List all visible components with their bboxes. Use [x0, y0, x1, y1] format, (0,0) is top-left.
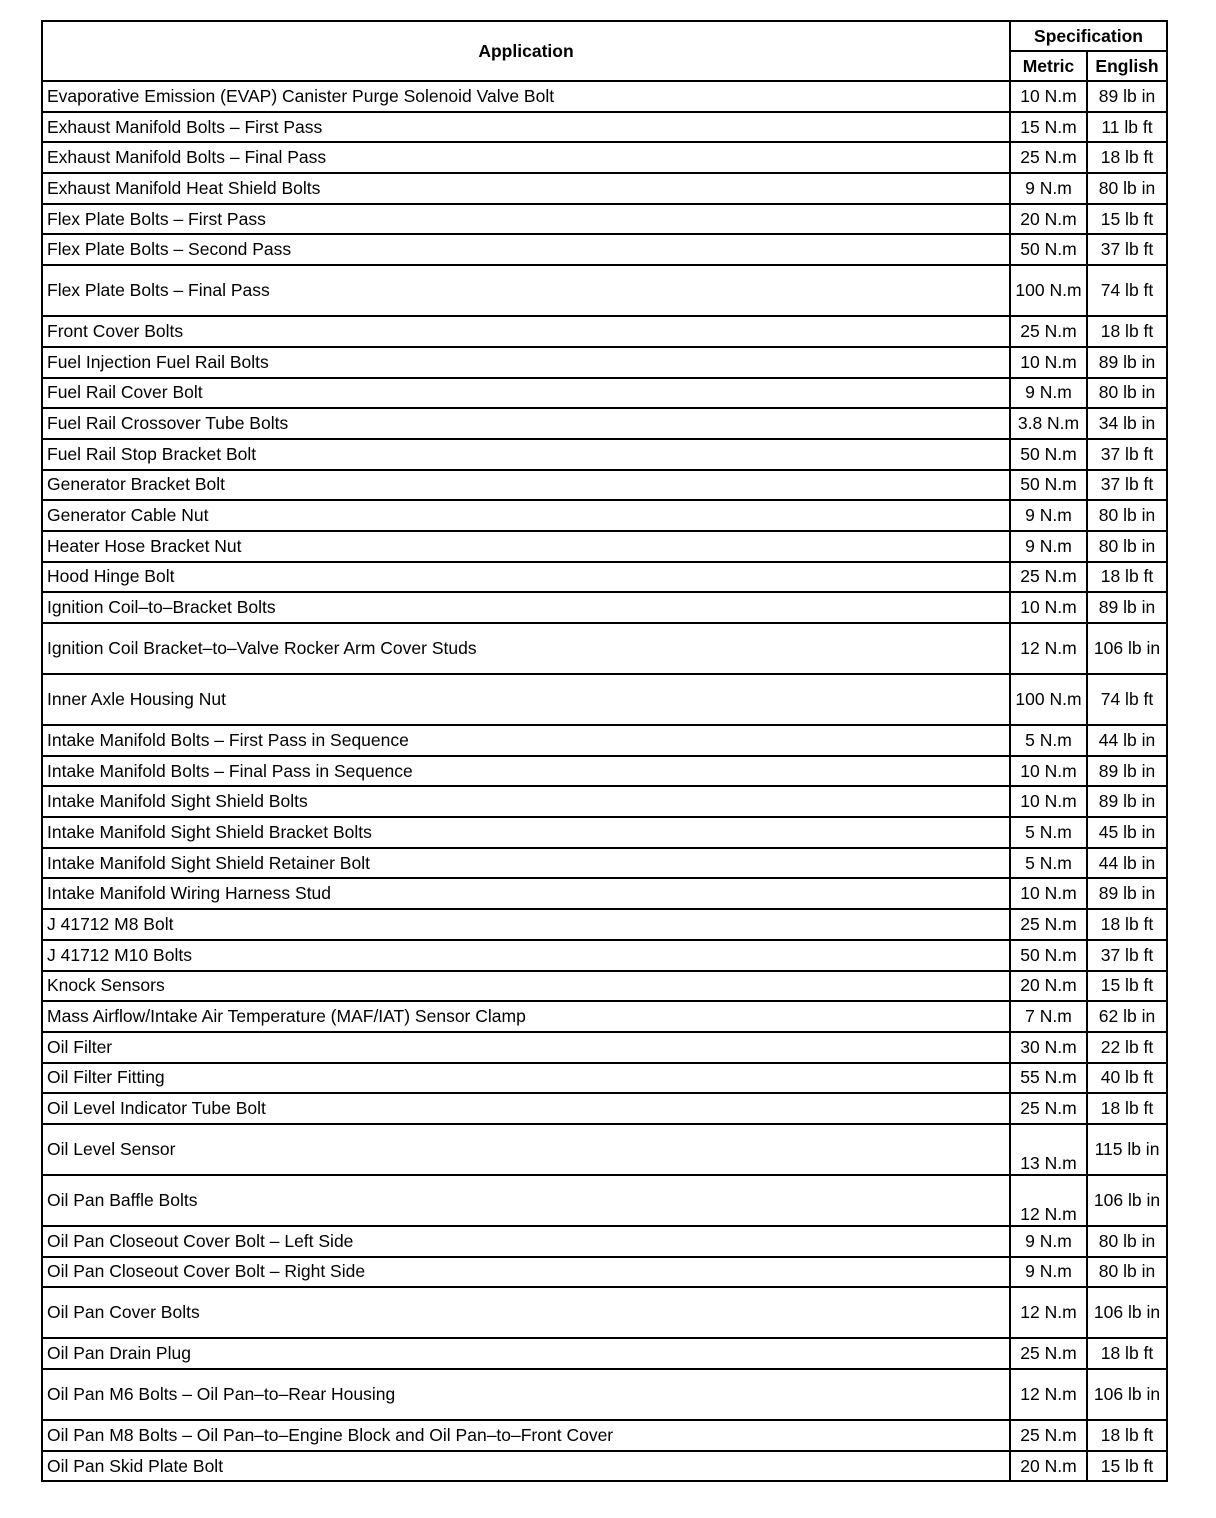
- table-row: [42, 470, 1167, 501]
- application-cell: Intake Manifold Sight Shield Bolts: [42, 786, 1010, 817]
- application-cell: Fuel Rail Stop Bracket Bolt: [42, 439, 1010, 470]
- table-row: [42, 725, 1167, 756]
- application-cell: Oil Filter: [42, 1032, 1010, 1063]
- table-row: [42, 204, 1167, 235]
- header-specification: Specification: [1010, 21, 1167, 51]
- metric-cell: 12 N.m: [1010, 1175, 1087, 1226]
- metric-cell: 10 N.m: [1010, 786, 1087, 817]
- application-cell: Oil Pan Closeout Cover Bolt – Left Side: [42, 1226, 1010, 1257]
- english-cell: 89 lb in: [1087, 81, 1167, 112]
- english-cell: 80 lb in: [1087, 173, 1167, 204]
- metric-cell: 20 N.m: [1010, 204, 1087, 235]
- english-cell: 89 lb in: [1087, 786, 1167, 817]
- table-row: [42, 1093, 1167, 1124]
- table-row: [42, 878, 1167, 909]
- application-cell: Generator Cable Nut: [42, 500, 1010, 531]
- metric-cell: 20 N.m: [1010, 971, 1087, 1002]
- metric-cell: 13 N.m: [1010, 1124, 1087, 1175]
- application-cell: Intake Manifold Bolts – First Pass in Sequence: [42, 725, 1010, 756]
- english-cell: 15 lb ft: [1087, 971, 1167, 1002]
- english-cell: 15 lb ft: [1087, 204, 1167, 235]
- metric-cell: 15 N.m: [1010, 112, 1087, 143]
- table-body: [42, 81, 1167, 1481]
- table-row: [42, 1338, 1167, 1369]
- application-cell: Flex Plate Bolts – Final Pass: [42, 265, 1010, 316]
- application-cell: Exhaust Manifold Heat Shield Bolts: [42, 173, 1010, 204]
- table-row: [42, 500, 1167, 531]
- application-cell: Evaporative Emission (EVAP) Canister Purge Solenoid Valve Bolt: [42, 81, 1010, 112]
- application-cell: Oil Pan Baffle Bolts: [42, 1175, 1010, 1226]
- english-cell: 80 lb in: [1087, 1257, 1167, 1288]
- table-row: [42, 1287, 1167, 1338]
- english-cell: 18 lb ft: [1087, 1338, 1167, 1369]
- table-row: [42, 316, 1167, 347]
- table-row: [42, 940, 1167, 971]
- metric-cell: 100 N.m: [1010, 265, 1087, 316]
- application-cell: Generator Bracket Bolt: [42, 470, 1010, 501]
- english-cell: 45 lb in: [1087, 817, 1167, 848]
- application-cell: Flex Plate Bolts – First Pass: [42, 204, 1010, 235]
- english-cell: 37 lb ft: [1087, 940, 1167, 971]
- english-cell: 89 lb in: [1087, 347, 1167, 378]
- english-cell: 34 lb in: [1087, 408, 1167, 439]
- header-english: English: [1087, 51, 1167, 81]
- metric-cell: 25 N.m: [1010, 909, 1087, 940]
- table-row: [42, 265, 1167, 316]
- application-cell: Exhaust Manifold Bolts – Final Pass: [42, 142, 1010, 173]
- table-row: [42, 173, 1167, 204]
- metric-cell: 25 N.m: [1010, 1093, 1087, 1124]
- metric-cell: 3.8 N.m: [1010, 408, 1087, 439]
- table-row: [42, 623, 1167, 674]
- metric-cell: 25 N.m: [1010, 562, 1087, 593]
- application-cell: Intake Manifold Sight Shield Retainer Bolt: [42, 848, 1010, 879]
- application-cell: Intake Manifold Bolts – Final Pass in Sequence: [42, 756, 1010, 787]
- table-row: [42, 142, 1167, 173]
- english-cell: 37 lb ft: [1087, 439, 1167, 470]
- english-cell: 40 lb ft: [1087, 1063, 1167, 1094]
- english-cell: 18 lb ft: [1087, 142, 1167, 173]
- application-cell: Fuel Rail Cover Bolt: [42, 378, 1010, 409]
- table-row: [42, 378, 1167, 409]
- torque-spec-table: [41, 20, 1168, 1482]
- table-row: [42, 1063, 1167, 1094]
- metric-cell: 5 N.m: [1010, 848, 1087, 879]
- application-cell: Intake Manifold Sight Shield Bracket Bolts: [42, 817, 1010, 848]
- metric-cell: 25 N.m: [1010, 1338, 1087, 1369]
- metric-cell: 30 N.m: [1010, 1032, 1087, 1063]
- header-metric: Metric: [1010, 51, 1087, 81]
- metric-cell: 9 N.m: [1010, 531, 1087, 562]
- metric-cell: 9 N.m: [1010, 1226, 1087, 1257]
- application-cell: Oil Pan Closeout Cover Bolt – Right Side: [42, 1257, 1010, 1288]
- metric-cell: 9 N.m: [1010, 1257, 1087, 1288]
- table-row: [42, 531, 1167, 562]
- table-row: [42, 971, 1167, 1002]
- english-cell: 22 lb ft: [1087, 1032, 1167, 1063]
- application-cell: Oil Pan Skid Plate Bolt: [42, 1451, 1010, 1482]
- table-row: [42, 756, 1167, 787]
- application-cell: Oil Level Sensor: [42, 1124, 1010, 1175]
- application-cell: Inner Axle Housing Nut: [42, 674, 1010, 725]
- application-cell: Oil Pan Drain Plug: [42, 1338, 1010, 1369]
- application-cell: J 41712 M8 Bolt: [42, 909, 1010, 940]
- metric-cell: 12 N.m: [1010, 1369, 1087, 1420]
- english-cell: 106 lb in: [1087, 1175, 1167, 1226]
- table-row: [42, 786, 1167, 817]
- metric-cell: 10 N.m: [1010, 592, 1087, 623]
- metric-cell: 9 N.m: [1010, 378, 1087, 409]
- metric-cell: 10 N.m: [1010, 756, 1087, 787]
- english-cell: 18 lb ft: [1087, 1093, 1167, 1124]
- table-row: [42, 1032, 1167, 1063]
- table-row: [42, 1226, 1167, 1257]
- table-row: [42, 81, 1167, 112]
- application-cell: Heater Hose Bracket Nut: [42, 531, 1010, 562]
- metric-cell: 25 N.m: [1010, 142, 1087, 173]
- metric-cell: 10 N.m: [1010, 878, 1087, 909]
- metric-cell: 50 N.m: [1010, 439, 1087, 470]
- table-row: [42, 562, 1167, 593]
- table-row: [42, 817, 1167, 848]
- metric-cell: 9 N.m: [1010, 173, 1087, 204]
- table-row: [42, 1420, 1167, 1451]
- application-cell: J 41712 M10 Bolts: [42, 940, 1010, 971]
- header-application: Application: [42, 21, 1010, 81]
- english-cell: 89 lb in: [1087, 878, 1167, 909]
- metric-cell: 25 N.m: [1010, 316, 1087, 347]
- metric-cell: 10 N.m: [1010, 81, 1087, 112]
- table-row: [42, 234, 1167, 265]
- metric-cell: 100 N.m: [1010, 674, 1087, 725]
- metric-cell: 9 N.m: [1010, 500, 1087, 531]
- application-cell: Oil Pan Cover Bolts: [42, 1287, 1010, 1338]
- table-row: [42, 674, 1167, 725]
- english-cell: 11 lb ft: [1087, 112, 1167, 143]
- english-cell: 15 lb ft: [1087, 1451, 1167, 1482]
- english-cell: 18 lb ft: [1087, 562, 1167, 593]
- table-row: [42, 439, 1167, 470]
- application-cell: Oil Level Indicator Tube Bolt: [42, 1093, 1010, 1124]
- application-cell: Front Cover Bolts: [42, 316, 1010, 347]
- table-row: [42, 1124, 1167, 1175]
- english-cell: 80 lb in: [1087, 1226, 1167, 1257]
- table-row: [42, 408, 1167, 439]
- metric-cell: 50 N.m: [1010, 234, 1087, 265]
- application-cell: Oil Pan M6 Bolts – Oil Pan–to–Rear Housing: [42, 1369, 1010, 1420]
- application-cell: Knock Sensors: [42, 971, 1010, 1002]
- english-cell: 106 lb in: [1087, 1287, 1167, 1338]
- application-cell: Fuel Rail Crossover Tube Bolts: [42, 408, 1010, 439]
- table-row: [42, 1369, 1167, 1420]
- english-cell: 74 lb ft: [1087, 674, 1167, 725]
- metric-cell: 10 N.m: [1010, 347, 1087, 378]
- english-cell: 80 lb in: [1087, 378, 1167, 409]
- english-cell: 44 lb in: [1087, 725, 1167, 756]
- application-cell: Exhaust Manifold Bolts – First Pass: [42, 112, 1010, 143]
- english-cell: 106 lb in: [1087, 623, 1167, 674]
- application-cell: Mass Airflow/Intake Air Temperature (MAF/IAT) Sensor Clamp: [42, 1001, 1010, 1032]
- english-cell: 74 lb ft: [1087, 265, 1167, 316]
- english-cell: 18 lb ft: [1087, 316, 1167, 347]
- english-cell: 80 lb in: [1087, 531, 1167, 562]
- english-cell: 89 lb in: [1087, 592, 1167, 623]
- metric-cell: 7 N.m: [1010, 1001, 1087, 1032]
- table-row: [42, 112, 1167, 143]
- table-row: [42, 1257, 1167, 1288]
- metric-cell: 5 N.m: [1010, 725, 1087, 756]
- english-cell: 37 lb ft: [1087, 470, 1167, 501]
- metric-cell: 12 N.m: [1010, 623, 1087, 674]
- english-cell: 18 lb ft: [1087, 1420, 1167, 1451]
- metric-cell: 25 N.m: [1010, 1420, 1087, 1451]
- table-row: [42, 1001, 1167, 1032]
- application-cell: Ignition Coil–to–Bracket Bolts: [42, 592, 1010, 623]
- english-cell: 44 lb in: [1087, 848, 1167, 879]
- english-cell: 106 lb in: [1087, 1369, 1167, 1420]
- metric-cell: 12 N.m: [1010, 1287, 1087, 1338]
- application-cell: Hood Hinge Bolt: [42, 562, 1010, 593]
- english-cell: 80 lb in: [1087, 500, 1167, 531]
- application-cell: Intake Manifold Wiring Harness Stud: [42, 878, 1010, 909]
- table-row: [42, 1175, 1167, 1226]
- table-row: [42, 909, 1167, 940]
- application-cell: Ignition Coil Bracket–to–Valve Rocker Arm Cover Studs: [42, 623, 1010, 674]
- application-cell: Oil Pan M8 Bolts – Oil Pan–to–Engine Block and Oil Pan–to–Front Cover: [42, 1420, 1010, 1451]
- application-cell: Flex Plate Bolts – Second Pass: [42, 234, 1010, 265]
- metric-cell: 50 N.m: [1010, 940, 1087, 971]
- metric-cell: 5 N.m: [1010, 817, 1087, 848]
- english-cell: 115 lb in: [1087, 1124, 1167, 1175]
- metric-cell: 20 N.m: [1010, 1451, 1087, 1482]
- application-cell: Oil Filter Fitting: [42, 1063, 1010, 1094]
- table-row: [42, 592, 1167, 623]
- english-cell: 37 lb ft: [1087, 234, 1167, 265]
- application-cell: Fuel Injection Fuel Rail Bolts: [42, 347, 1010, 378]
- metric-cell: 55 N.m: [1010, 1063, 1087, 1094]
- table-row: [42, 848, 1167, 879]
- table-row: [42, 1451, 1167, 1482]
- table-row: [42, 347, 1167, 378]
- english-cell: 89 lb in: [1087, 756, 1167, 787]
- english-cell: 18 lb ft: [1087, 909, 1167, 940]
- english-cell: 62 lb in: [1087, 1001, 1167, 1032]
- metric-cell: 50 N.m: [1010, 470, 1087, 501]
